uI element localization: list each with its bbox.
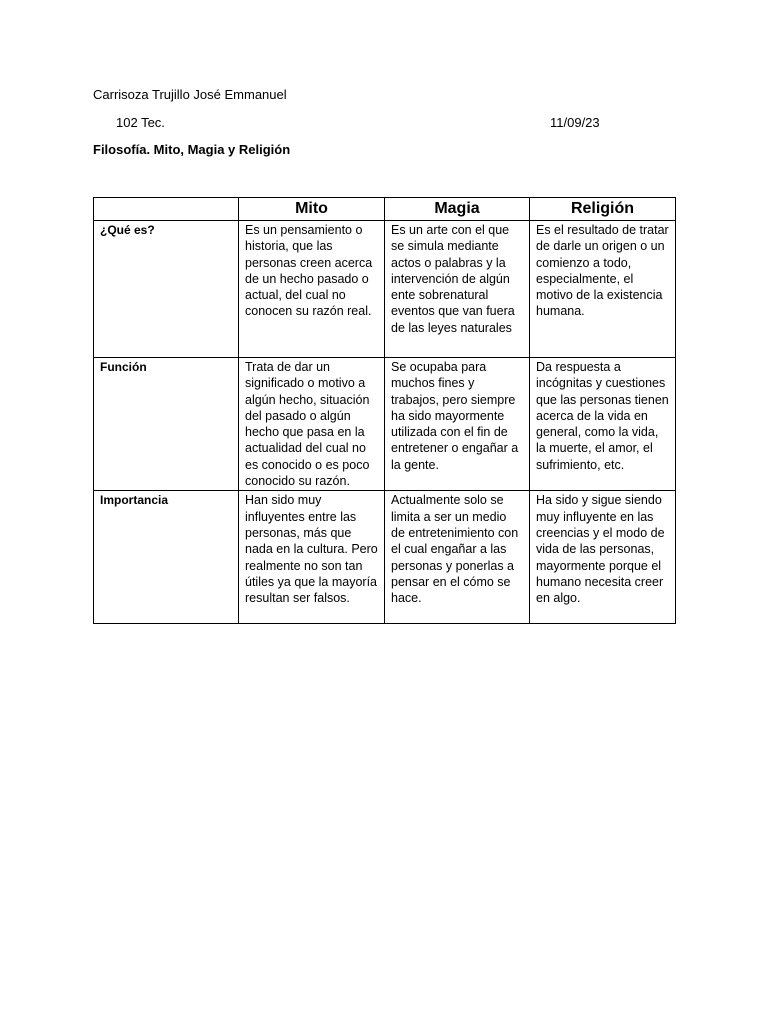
table-row (94, 358, 676, 491)
header-cell-magia: Magia (385, 198, 530, 221)
row-label-importancia: Importancia (94, 491, 239, 624)
author-name: Carrisoza Trujillo José Emmanuel (93, 87, 287, 102)
group-label: 102 Tec. (116, 115, 165, 130)
table-cell: Es el resultado de tratar de darle un origen o un comienzo a todo, especialmente, el motivo de la existencia humana. (530, 221, 676, 358)
row-label-funcion: Función (94, 358, 239, 491)
table-cell: Actualmente solo se limita a ser un medio de entretenimiento con el cual engañar a las personas y ponerlas a pensar en el cómo se hace. (385, 491, 530, 624)
table-row (94, 221, 676, 358)
table-cell: Trata de dar un significado o motivo a algún hecho, situación del pasado o algún hecho que pasa en la actualidad del cual no es conocido o es poco conocido su razón. (239, 358, 385, 491)
document-title: Filosofía. Mito, Magia y Religión (93, 142, 291, 157)
comparison-table (93, 197, 676, 624)
table-cell: Se ocupaba para muchos fines y trabajos, pero siempre ha sido mayormente utilizada con el fin de entretener o engañar a la gente. (385, 358, 530, 491)
header-cell-religion: Religión (530, 198, 676, 221)
table-row (94, 491, 676, 624)
header-cell-mito: Mito (239, 198, 385, 221)
table-cell: Es un arte con el que se simula mediante actos o palabras y la intervención de algún ente sobrenatural eventos que van fuera de las leyes naturales (385, 221, 530, 358)
table-header-row (94, 198, 676, 221)
date-label: 11/09/23 (550, 115, 600, 130)
row-label-que-es: ¿Qué es? (94, 221, 239, 358)
table-cell: Da respuesta a incógnitas y cuestiones que las personas tienen acerca de la vida en general, como la vida, la muerte, el amor, el sufrimiento, etc. (530, 358, 676, 491)
table-cell: Es un pensamiento o historia, que las personas creen acerca de un hecho pasado o actual, del cual no conocen su razón real. (239, 221, 385, 358)
table-cell: Han sido muy influyentes entre las personas, más que nada en la cultura. Pero realmente no son tan útiles ya que la mayoría resultan ser falsos. (239, 491, 385, 624)
header-cell-empty (94, 198, 239, 221)
table-cell: Ha sido y sigue siendo muy influyente en las creencias y el modo de vida de las personas, mayormente porque el humano necesita creer en algo. (530, 491, 676, 624)
